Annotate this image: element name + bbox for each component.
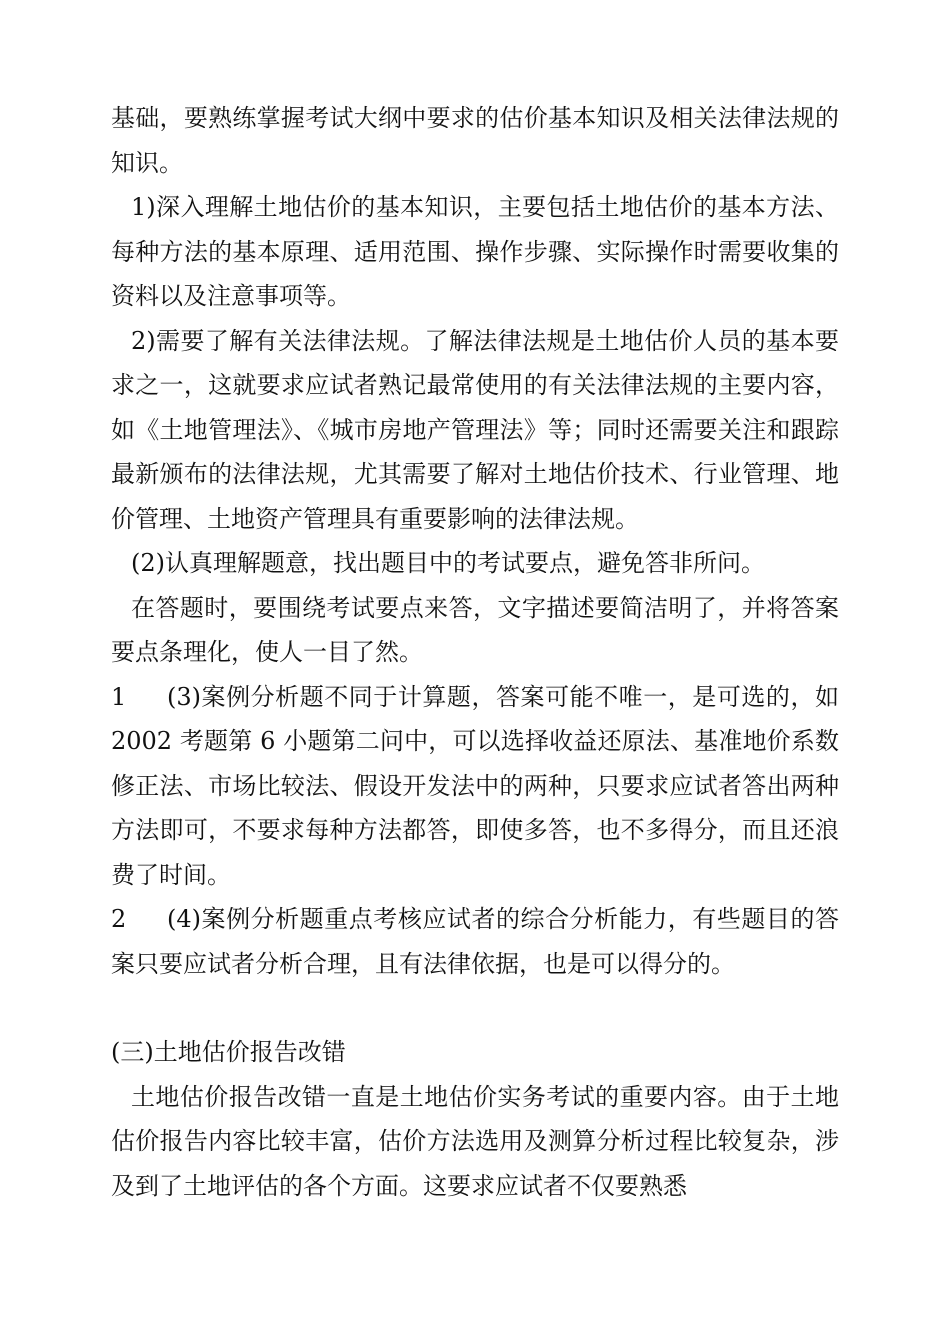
paragraph-answering: 在答题时，要围绕考试要点来答，文字描述要简洁明了，并将答案要点条理化，使人一目了然。 xyxy=(111,593,839,666)
paragraph-point-4-text: (4)案例分析题重点考核应试者的综合分析能力，有些题目的答案只要应试者分析合理，且有法律依据，也是可以得分的。 xyxy=(111,905,839,978)
paragraph-point-3 xyxy=(111,675,839,898)
document-body xyxy=(111,96,839,1208)
paragraph-point-2: (2)认真理解题意，找出题目中的考试要点，避免答非所问。 xyxy=(131,549,765,577)
paragraph-item-1: 1)深入理解土地估价的基本知识，主要包括土地估价的基本方法、每种方法的基本原理、适用范围、操作步骤、实际操作时需要收集的资料以及注意事项等。 xyxy=(111,193,839,310)
section-heading: (三)土地估价报告改错 xyxy=(111,1038,346,1066)
paragraph-item-2: 2)需要了解有关法律法规。了解法律法规是土地估价人员的基本要求之一，这就要求应试者熟记最常使用的有关法律法规的主要内容，如《土地管理法》、《城市房地产管理法》等；同时还需要关注和跟踪最新颁布的法律法规，尤其需要了解对土地估价技术、行业管理、地价管理、土地资产管理具有重要影响的法律法规。 xyxy=(111,326,839,533)
blank-line xyxy=(111,986,839,1030)
paragraph-report-correction: 土地估价报告改错一直是土地估价实务考试的重要内容。由于土地估价报告内容比较丰富，估价方法选用及测算分析过程比较复杂，涉及到了土地评估的各个方面。这要求应试者不仅要熟悉 xyxy=(111,1082,839,1200)
paragraph-point-4 xyxy=(111,897,839,986)
list-number: 2 xyxy=(111,905,127,933)
list-number: 1 xyxy=(111,682,127,711)
paragraph-point-3-text: (3)案例分析题不同于计算题，答案可能不唯一，是可选的，如 2002 考题第 6 小题第二问中，可以选择收益还原法、基准地价系数修正法、市场比较法、假设开发法中的两种，只要求应试者答出两种方法即可，不要求每种方法都答，即使多答，也不多得分，而且还浪费了时间。 xyxy=(111,682,839,889)
paragraph-basics: 基础，要熟练掌握考试大纲中要求的估价基本知识及相关法律法规的知识。 xyxy=(111,104,839,177)
